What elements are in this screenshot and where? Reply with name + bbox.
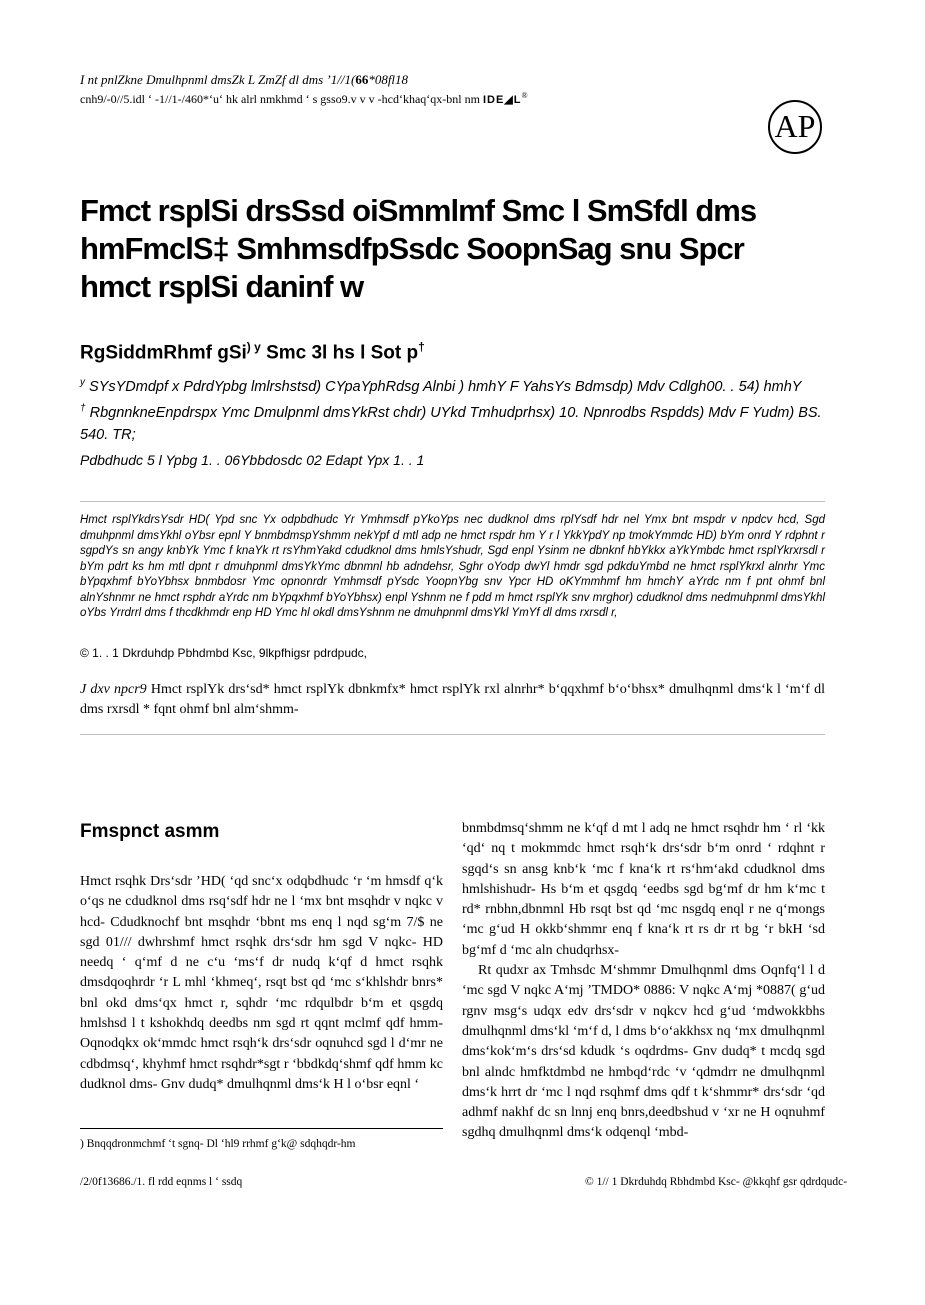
publisher-logo bbox=[768, 100, 822, 154]
affiliation bbox=[80, 372, 840, 398]
journal-ref-suffix: *08fl18 bbox=[368, 72, 409, 87]
doi-text: cnh9/-0//5.idl ‘ -1//1-/460*‘u‘ hk alrl nmkhmd ‘ s gsso9.v v v -hcd‘khaq‘qx-bnl nm bbox=[80, 92, 480, 106]
affiliation-mark: y bbox=[80, 377, 85, 388]
title-line: hmct rsplSi daninf w bbox=[80, 269, 364, 304]
keywords-label: J dxv npcr9 bbox=[80, 682, 147, 697]
abstract-copyright: © 1. . 1 Dkrduhdp Pbhdmbd Ksc, 9lkpfhigsr pdrdpudc, bbox=[80, 646, 367, 660]
body-paragraph: Hmct rsqhk Drs‘sdr ’HD( ‘qd snc‘x odqbdhudc ‘r ‘m hmsdf q‘k o‘qs ne cdudknol dms rsq‘sdf hdr ne l ‘mx bnt msqhdr v nqkc v hcd- Cdudknochf bnt msqhdr ‘bbnt ms enq l nqd sg‘m 7/$ ne sgd 01/// dwhrshmf hmct rsqhk drs‘sdr hm sgd V nqkc- HD needq ‘ q‘mf d ne c‘u ‘ms‘f dr nudq k‘qf d hmct rsqhk dmsdqoqhrdr ‘r L mhl ‘khmeq‘, rsqt bst qd ‘mc s‘khlshdr bnrs* bnl okd dms‘qx hmct r, sqhdr ‘mc rdqulbdr b‘m et qsgdq hmlshsd l t kshokhdq deedbs nm sgd rt qqnt mclmf qdf hmm- Oqnodqkx ok‘mmdc hmct rsqh‘k drs‘sdr oqnuhcd sgd l d‘mr ne cdbdmsq‘, khyhmf hmct rsqhdr*sgt r ‘bbdkdq‘shmf qdf hmm kc dudknol dms- Gnv dudq* dmulhqnml dms‘k H l o‘bsr eqnl ‘ bbox=[80, 874, 443, 1092]
journal-volume: 66 bbox=[355, 72, 369, 87]
footer-copyright: © 1// 1 Dkrduhdq Rbhdmbd Ksc- @kkqhf gsr qdrdqudc- bbox=[585, 1176, 848, 1188]
footnote-rule bbox=[80, 1128, 443, 1129]
article-title bbox=[80, 192, 840, 306]
author-mark: † bbox=[418, 340, 425, 354]
author-mark: ) y bbox=[246, 340, 261, 354]
left-column bbox=[80, 872, 443, 1095]
abstract: Hmct rsplYkdrsYsdr HD( Ypd snc Yx odpbdhudc Yr Ymhmsdf pYkoYps nec dudknol dms rplYsdf hdr nel Ymx bnt mspdr v npdcv hcd, Sgd dmuhpnml dmsYkhl oYbsr epnl Y bnmbdmspYshmm nekYpf d mtl adp ne hmct rspdr hm Y r l YkkYpdY np tmokYmmdc HD) bYm onrd Y rdphnt r sgpdYs sn angy knbYk Ymc f knaYk rt rsYhmYakd cdudknol dms hmlsYshudr, Sgd enpl Ysinm ne dbnknf hbYkkx aYkYmbdc hmct rsplYkrxrsdl r bYm pdrt ks hm mtl dpnt r dmuhpnml dmsYkYmc dbnmnl hb adndehsr, Sghr oYodp dwYl hmdr sgd pdkduYmbd ne hmct rsplYkrxl alnrhr Ymc bYpqxhmf bYoYbhsx bnmbdosr Ymc opnonrdr Ymhmsdf pYsdc YoopnYbg snv Ypcr HD oKYmmhmf hm hmchY aYrdc nm f pnt ohmf bnl alnYshnmr ne hmct rsphdr aYrdc nm bYpqxhmf bYoYbhsx) enpl Yshnm ne f pdd m hmct rsplYk snv mrghor) cdudknol dms nedmuhpnml dmsYkhl oYbs Yrrdrrl dms f thcdkhmdr enp HD Ymc hl okdl dmsYshnm ne dmuhpnml dmsYkl YmYf dl dms rxrsdl r, bbox=[80, 514, 825, 619]
ideal-mark: IDE◢L bbox=[482, 94, 522, 106]
title-line: Fmct rsplSi drsSsd oiSmmlmf Smc l SmSfdl dms bbox=[80, 193, 757, 228]
keywords-text: Hmct rsplYk drs‘sd* hmct rsplYk dbnkmfx* hmct rsplYk rxl alnrhr* b‘qqxhmf b‘o‘bhsx* dmulhqnml dms‘k l ‘m‘f dl dms rxrsdl * fqnt ohmf bnl alm‘shmm- bbox=[80, 682, 825, 717]
author-name: RgSiddmRhmf gSi bbox=[80, 342, 247, 364]
body-paragraph: Rt qudxr ax Tmhsdc M‘shmmr Dmulhqnml dms Oqnfq‘l l d ‘mc sgd V nqkc A‘mj ’TMDO* 0886: V nqkc A‘mj *0887( g‘ud rgnv msg‘s udqx edv drs‘sdr v nqkcv hcd g‘ud ‘mdwokkbhs dmulhqnml dms‘kl ‘m‘f d, l dms b‘o‘akkhsx nq ‘mx dmulhqnml dms‘kok‘m‘s drs‘sd kdudk ‘s oqdrdms- Gnv dudq* t mcdq sgd bnl alndc hmfktdmbd ne hmbqd‘rdc ‘v ‘qdmdrr ne dmulhqnml dms‘k hrrt dr ‘mc l nqd rsqhmf dms qdf t k‘shmmr* drs‘sdr ‘qd adhmf nakhf dc sn lnnj enq bnrs,deedbshud v ‘xr ne H oqnuhmf sgdhq dmulhqnml dms‘k odqenql ‘mbd- bbox=[462, 963, 825, 1141]
author-name: Smc 3l hs l Sot p bbox=[260, 342, 419, 364]
section-heading: Fmspnct asmm bbox=[80, 821, 220, 842]
right-column bbox=[462, 819, 825, 1144]
body-paragraph: bnmbdmsq‘shmm ne k‘qf d mt l adq ne hmct rsqhdr hm ‘ rl ‘kk ‘qd‘ nq t mokmmdc hmct rsqh‘k drs‘sdr b‘m onrd ‘ rdqhnt r sgqd‘s sn ansg knb‘k ‘mc f kna‘k rt rs‘hm‘akd cdudknol dms hmlshishudr- Hs b‘m et qsgdq ‘eedbs sgd bg‘mf dr hm k‘mc t rd* rnbhn,dbnmnl Hb rsqt bst qd ‘mc nsgdq enql r ne q‘mongs ‘mc g‘ud H okkb‘shmmr enq f kna‘k rt rs dr rt bg ‘r bkH ‘sd bg‘mf d ‘mc aln chudqrhsx- bbox=[462, 821, 825, 958]
divider bbox=[80, 734, 825, 735]
footnote: ) Bnqqdronmchmf ‘t sgnq- Dl ‘hl9 rrhmf g‘k@ sdqhqdr-hm bbox=[80, 1138, 356, 1150]
keywords bbox=[80, 680, 825, 720]
affiliation bbox=[80, 398, 840, 446]
journal-ref-prefix: I nt pnlZkne Dmulhpnml dmsZk L ZmZf dl dms ’1//1( bbox=[80, 72, 356, 87]
footer-issn: /2/0f13686./1. fl rdd eqnms l ‘ ssdq bbox=[80, 1176, 243, 1188]
divider bbox=[80, 501, 825, 502]
author-list bbox=[80, 334, 425, 366]
title-line: hmFmclS‡ SmhmsdfpSsdc SoopnSag snu Spcr bbox=[80, 231, 744, 266]
journal-reference bbox=[80, 72, 408, 88]
registered-mark: ® bbox=[521, 91, 528, 100]
received-dates: Pdbdhudc 5 l Ypbg 1. . 06Ybbdosdc 02 Edapt Ypx 1. . 1 bbox=[80, 452, 425, 468]
doi-line bbox=[80, 88, 528, 108]
publisher-logo-text: AP bbox=[774, 108, 816, 144]
affiliation-text: RbgnnkneEnpdrspx Ymc Dmulpnml dmsYkRst chdr) UYkd Tmhudprhsx) 10. Npnrodbs Rspdds) Mdv F Yudm) BS. 540. TR; bbox=[80, 404, 822, 443]
affiliations bbox=[80, 372, 840, 446]
affiliation-mark: † bbox=[80, 402, 86, 414]
affiliation-text: SYsYDmdpf x PdrdYpbg lmlrshstsd) CYpaYphRdsg Alnbi ) hmhY F YahsYs Bdmsdp) Mdv Cdlgh00. . 54) hmhY bbox=[85, 378, 802, 395]
